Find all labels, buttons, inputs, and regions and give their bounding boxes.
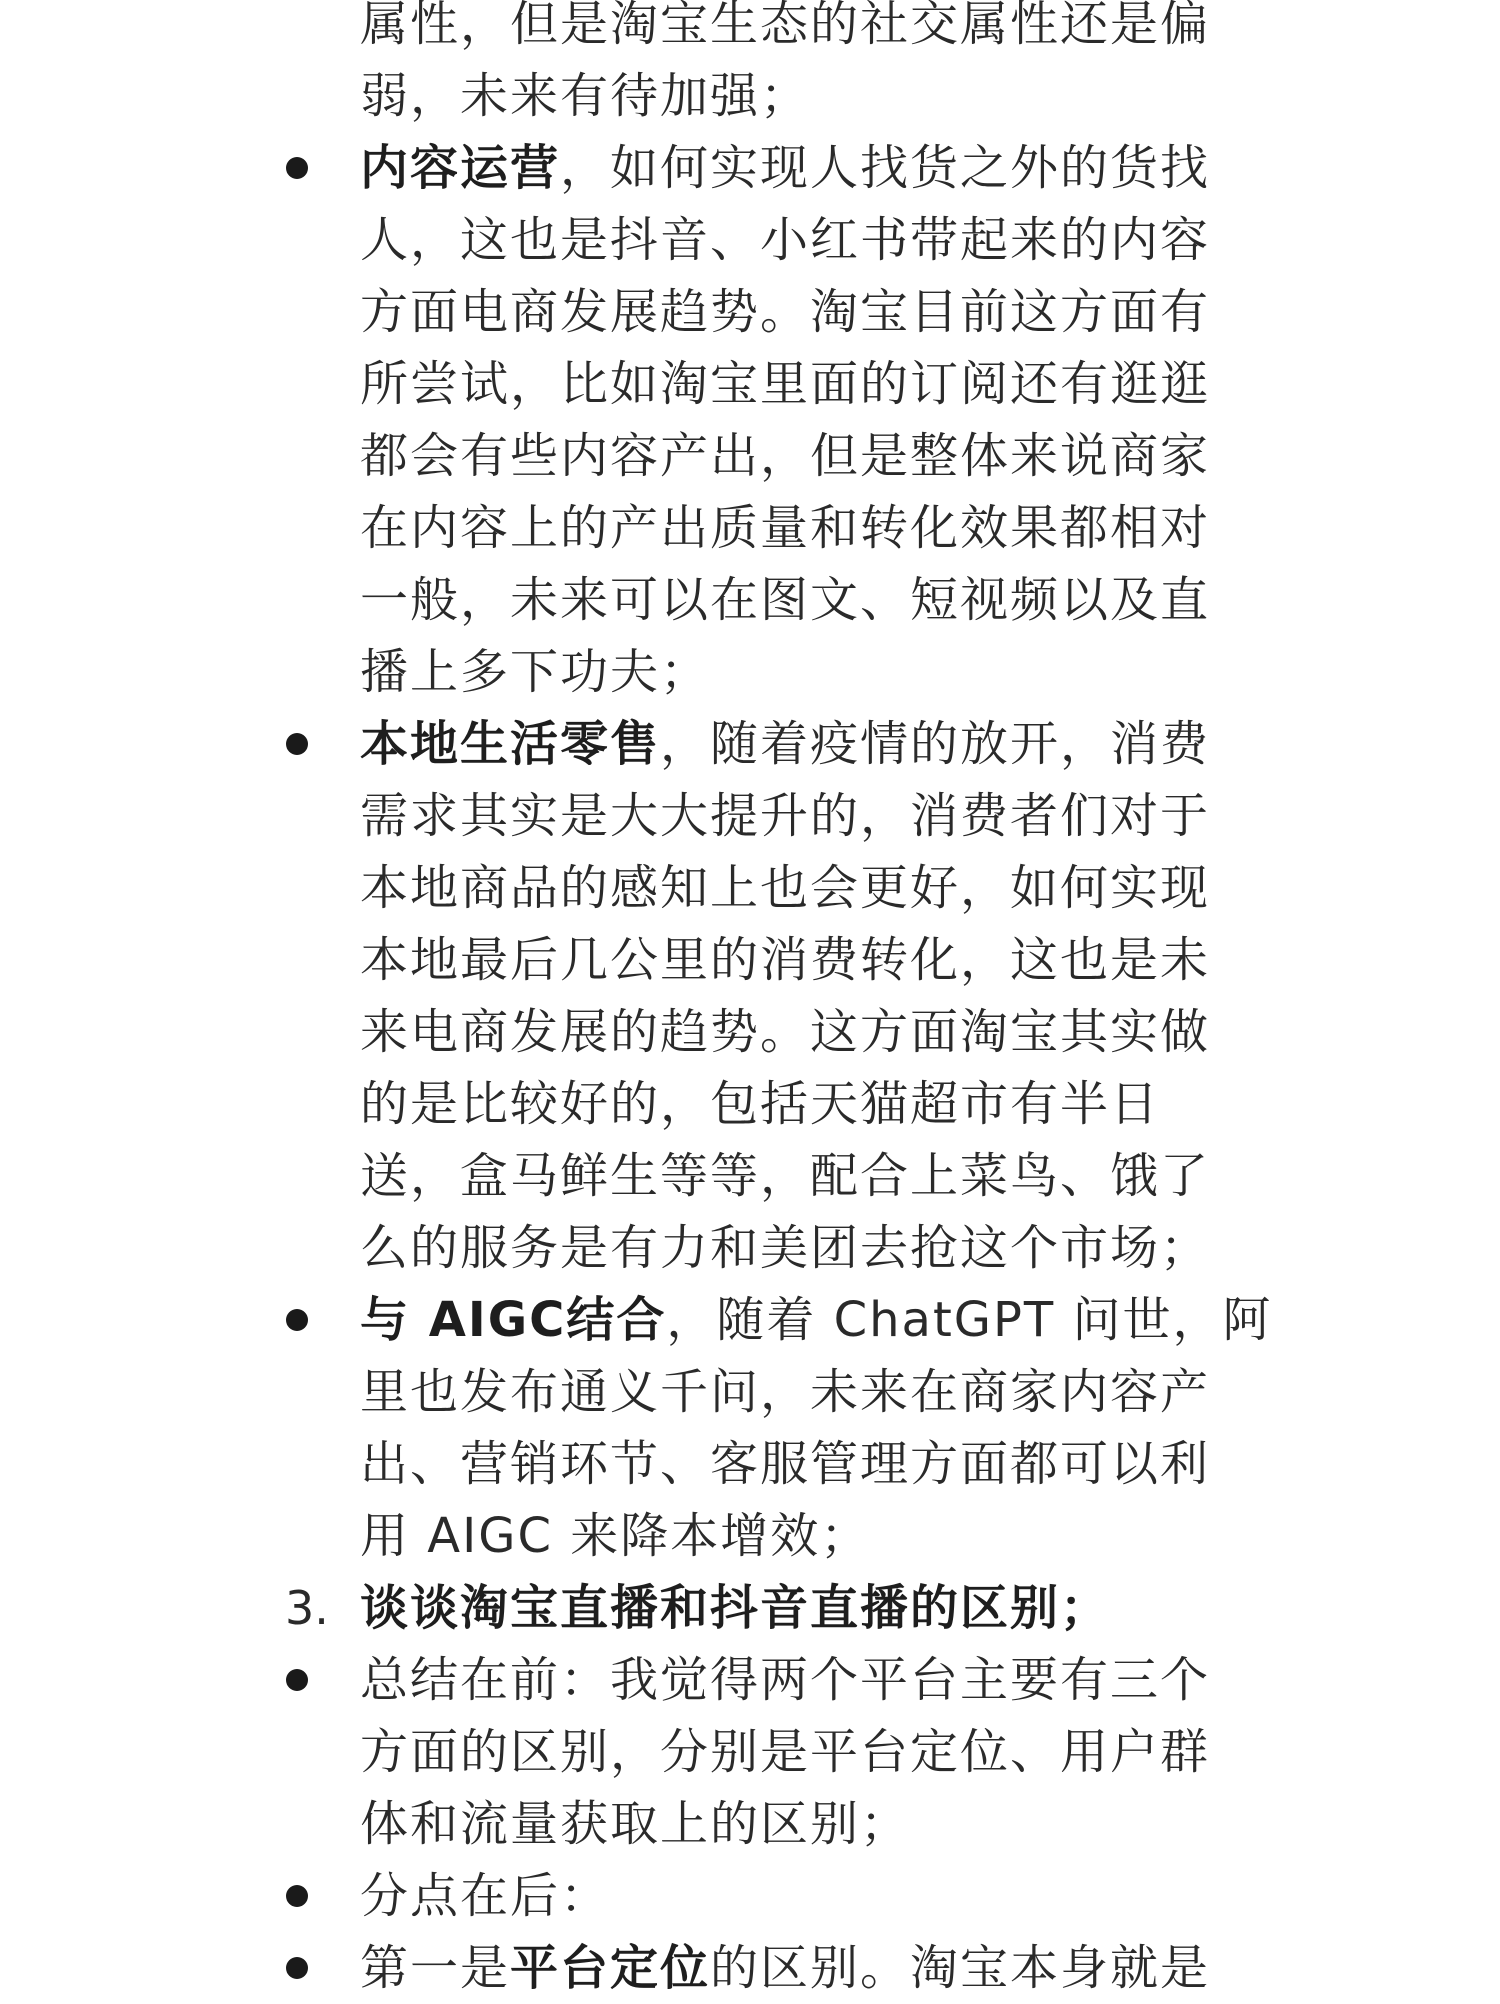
bullet-text (360, 1932, 1260, 2004)
bullet-dot-icon (286, 1669, 308, 1691)
text-line: 人，这也是抖音、小红书带起来的内容 (360, 212, 1211, 268)
text-line: 体和流量获取上的区别； (360, 1796, 911, 1852)
continuation-text (360, 0, 1260, 132)
bullet-dot-icon (286, 1957, 308, 1979)
text-line: 所尝试，比如淘宝里面的订阅还有逛逛 (360, 356, 1211, 412)
bullet-text (360, 1860, 1260, 1932)
text-line: 一般，未来可以在图文、短视频以及直 (360, 572, 1211, 628)
text-line (360, 1572, 1260, 1644)
text-line: 里也发布通义千问，未来在商家内容产 (360, 1364, 1211, 1420)
text-line (360, 708, 1260, 780)
text-line: 方面的区别，分别是平台定位、用户群 (360, 1724, 1211, 1780)
text-line: 在内容上的产出质量和转化效果都相对 (360, 500, 1211, 556)
bullet-dot-icon (286, 1309, 308, 1331)
text-fragment: 的区别。淘宝本身就是 (710, 1940, 1211, 1996)
text-line: 来电商发展的趋势。这方面淘宝其实做 (360, 1004, 1211, 1060)
bold-term: 内容运营 (360, 140, 561, 196)
text-fragment: 第一是 (360, 1940, 511, 1996)
bullet-marker (285, 1644, 315, 1674)
text-line: 弱，未来有待加强； (360, 68, 811, 124)
text-fragment: ，随着疫情的放开，消费 (660, 716, 1211, 772)
text-line: 本地商品的感知上也会更好，如何实现 (360, 860, 1211, 916)
numbered-text (360, 1572, 1260, 1644)
text-line: 的是比较好的，包括天猫超市有半日 (360, 1076, 1161, 1132)
bullet-dot-icon (286, 733, 308, 755)
text-line (360, 1284, 1273, 1356)
text-line (360, 1932, 1260, 2004)
text-line: 送，盒马鲜生等等，配合上菜鸟、饿了 (360, 1148, 1211, 1204)
text-line: 用 AIGC 来降本增效； (360, 1508, 871, 1564)
bold-term: 与 AIGC结合 (360, 1292, 667, 1348)
bold-term: 本地生活零售 (360, 716, 661, 772)
text-line: 都会有些内容产出，但是整体来说商家 (360, 428, 1211, 484)
text-line: 么的服务是有力和美团去抢这个市场； (360, 1220, 1211, 1276)
bullet-text (360, 1284, 1273, 1572)
text-fragment: ，如何实现人找货之外的货找 (560, 140, 1211, 196)
bold-heading: 谈谈淘宝直播和抖音直播的区别； (360, 1580, 1111, 1636)
text-line: 播上多下功夫； (360, 644, 711, 700)
text-line: 本地最后几公里的消费转化，这也是未 (360, 932, 1211, 988)
bullet-text (360, 708, 1260, 1284)
text-line: 总结在前：我觉得两个平台主要有三个 (360, 1652, 1211, 1708)
text-line (360, 132, 1260, 204)
bullet-marker (285, 1932, 315, 1962)
text-line: 需求其实是大大提升的，消费者们对于 (360, 788, 1211, 844)
bullet-marker (285, 1860, 315, 1890)
text-line: 分点在后： (360, 1868, 611, 1924)
bullet-marker (285, 708, 315, 738)
text-line: 出、营销环节、客服管理方面都可以利 (360, 1436, 1211, 1492)
list-number: 3. (285, 1581, 329, 1635)
bullet-dot-icon (286, 157, 308, 179)
bullet-marker (285, 132, 315, 162)
text-fragment: ，随着 ChatGPT 问世，阿 (666, 1292, 1273, 1348)
bullet-marker (285, 1284, 315, 1314)
text-line: 方面电商发展趋势。淘宝目前这方面有 (360, 284, 1211, 340)
bullet-dot-icon (286, 1885, 308, 1907)
bullet-text (360, 1644, 1260, 1860)
bullet-text (360, 132, 1260, 708)
bold-term: 平台定位 (510, 1940, 711, 1996)
text-line: 属性，但是淘宝生态的社交属性还是偏 (360, 0, 1211, 52)
